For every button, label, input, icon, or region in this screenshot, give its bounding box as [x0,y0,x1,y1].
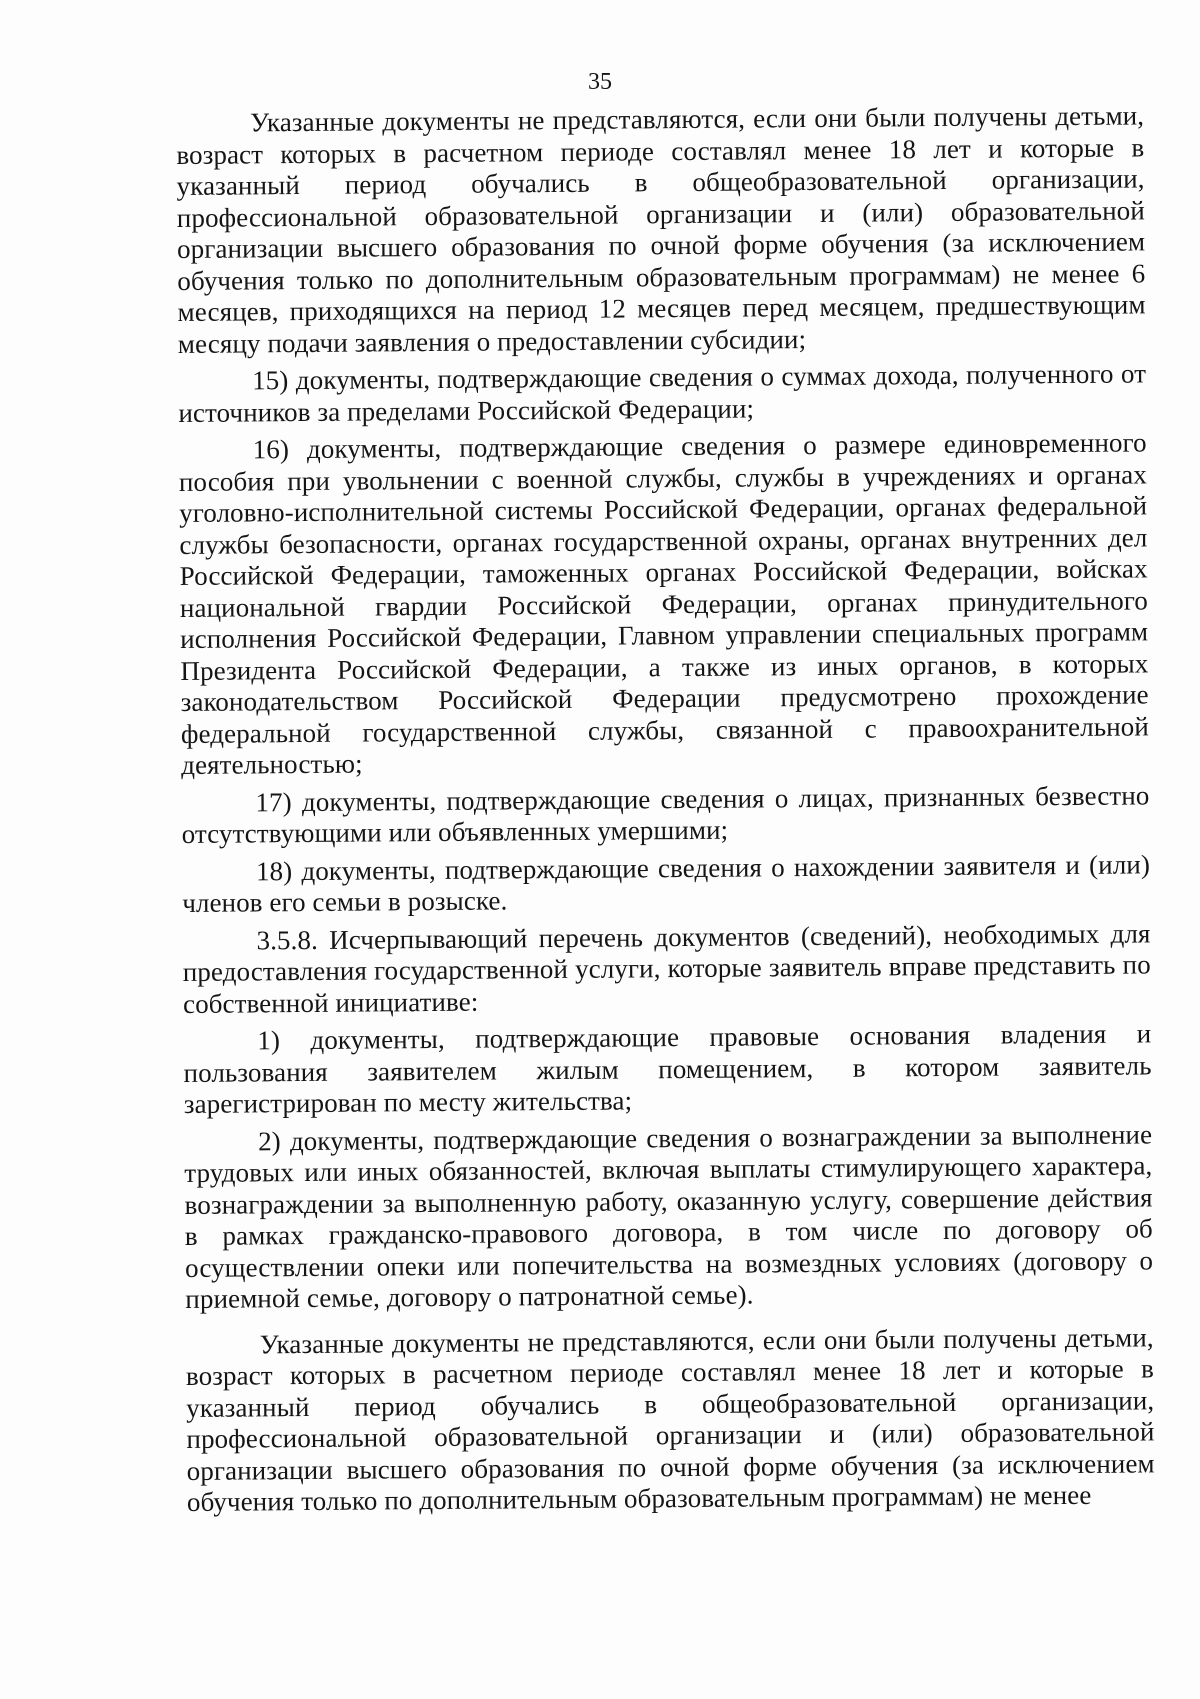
paragraph-item-1: 1) документы, подтверждающие правовые основания владения и пользования заявителем жилым помещением, в котором заявитель зарегистрирован по месту жительства; [183,1018,1152,1119]
paragraph-item-16: 16) документы, подтверждающие сведения о размере единовременного пособия при увольнении с военной службы, службы в учреждениях и органах уголовно-исполнительной системы Российской Федерации, органах федеральной службы безопасности, органах государственной охраны, органах внутренних дел Российской Федерации, таможенных органах Российской Федерации, войсках национальной гвардии Российской Федерации, органах принудительного исполнения Российской Федерации, Главном управлении специальных программ Президента Российской Федерации, а также из иных органов, в которых законодательством Российской Федерации предусмотрено прохождение федеральной государственной службы, связанной с правоохранительной деятельностью; [178,427,1150,780]
paragraph-item-15: 15) документы, подтверждающие сведения о суммах дохода, полученного от источников за пределами Российской Федерации; [178,358,1147,428]
paragraph-documents-not-submitted: Указанные документы не представляются, если они были получены детьми, возраст которых в расчетном периоде составлял менее 18 лет и которые в указанный период обучались в общеобразовательной организации, профессиональной образовательной организации и (или) образовательной организации высшего образования по очной форме обучения (за исключением обучения только по дополнительным образовательным программам) не менее 6 месяцев, приходящихся на период 12 месяцев перед месяцем, предшествующим месяцу подачи заявления о предоставлении субсидии; [176,100,1146,359]
paragraph-item-17: 17) документы, подтверждающие сведения о лицах, признанных безвестно отсутствующими или объявленных умершими; [181,779,1150,849]
paragraph-item-18: 18) документы, подтверждающие сведения о нахождении заявителя и (или) членов его семьи в розыске. [182,848,1151,918]
document-body [176,100,1155,1518]
paragraph-documents-not-submitted-repeat: Указанные документы не представляются, если они были получены детьми, возраст которых в расчетном периоде составлял менее 18 лет и которые в указанный период обучались в общеобразовательной организации, профессиональной образовательной организации и (или) образовательной организации высшего образования по очной форме обучения (за исключением обучения только по дополнительным образовательным программам) не менее [185,1321,1155,1517]
page-number: 35 [588,69,612,95]
paragraph-item-2: 2) документы, подтверждающие сведения о вознаграждении за выполнение трудовых или иных обязанностей, включая выплаты стимулирующего характера, вознаграждении за выполненную работу, оказанную услугу, совершение действия в рамках гражданско-правового договора, в том числе по договору об осуществлении опеки или попечительства на возмездных условиях (договору о приемной семье, договору о патронатной семье). [184,1118,1154,1314]
paragraph-section-3-5-8: 3.5.8. Исчерпывающий перечень документов (сведений), необходимых для предоставления государственной услуги, которые заявитель вправе представить по собственной инициативе: [182,917,1151,1019]
